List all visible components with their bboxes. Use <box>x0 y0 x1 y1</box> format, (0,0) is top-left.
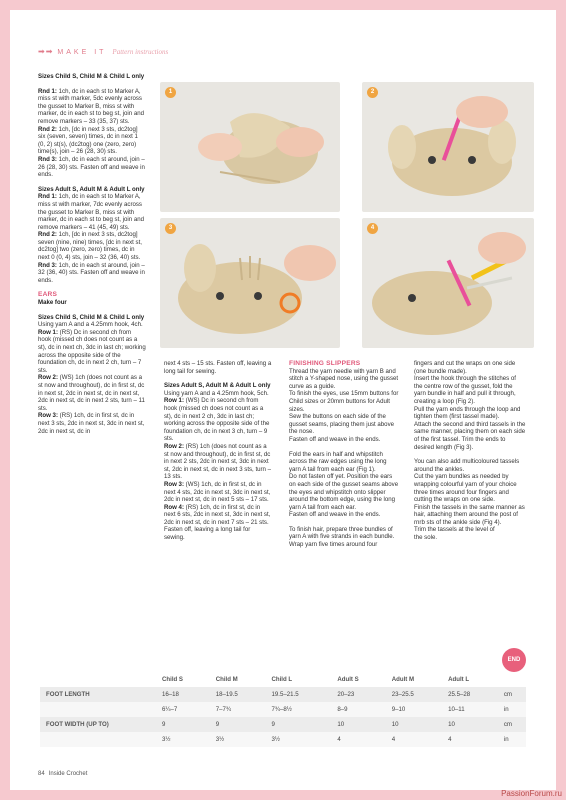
row-label <box>40 732 156 747</box>
paragraph: To finish hair, prepare three bundles of yarn A with five strands in each bundle. <box>289 525 395 541</box>
table-cell: 9 <box>210 717 266 732</box>
round-label: Rnd 1: <box>38 193 57 201</box>
column-4 <box>414 360 526 542</box>
row-label: FOOT LENGTH <box>40 687 156 702</box>
table-cell: 16–18 <box>156 687 210 702</box>
table-cell: 10 <box>442 717 498 732</box>
unit-cell: cm <box>498 717 526 732</box>
table-header-cell: Adult L <box>448 676 470 683</box>
table-header-cell: Child M <box>215 676 238 683</box>
row-text: (WS) 1ch, dc in first st, dc in next 4 sts, 2dc in next st, 3dc in next st, 2dc in next st, dc in next 5 sts – 17 sts. <box>164 480 271 504</box>
intro-text: Using yarn A and a 4.25mm hook, 4ch. <box>38 321 143 329</box>
table-cell: 7¾–8½ <box>265 702 331 717</box>
round-label: Rnd 3: <box>38 155 57 163</box>
table-cell: 3½ <box>265 732 331 747</box>
row-text: (RS) 1ch, dc in first st, dc in next 6 sts, 2dc in next st, 3dc in next st, 2dc in next st, dc in next 7 sts – 21 sts. <box>164 503 271 526</box>
paragraph: Fasten off and weave in the ends. <box>289 435 381 443</box>
round-label: Rnd 2: <box>38 231 57 239</box>
section-heading: Sizes Adult S, Adult M & Adult L only <box>164 382 271 390</box>
unit-cell: in <box>498 732 526 747</box>
section-heading: Sizes Child S, Child M & Child L only <box>38 73 145 80</box>
row-text: (RS) Dc in second ch from hook (missed ch does not count as a st), dc in next ch, 3dc in last ch; working across the opposite side of the foundation ch, dc in next 2 ch, turn – 7 sts. <box>38 328 146 374</box>
round-label: Rnd 3: <box>38 261 57 269</box>
table-cell: 4 <box>386 732 442 747</box>
ears-heading: EARS <box>38 291 58 299</box>
paragraph: Wrap yarn five times around four <box>289 541 378 549</box>
round-text: 1ch, dc in each st to Marker A, miss st with marker, 5dc evenly across the gusset to Marker B, miss st with marker, dc in each st to beg st, join and remove markers – 33 (35, 37) sts. <box>38 87 145 125</box>
paragraph: Cut the yarn bundles as needed by wrapping colourful yarn of your choice three times around four fingers and cutting the wraps on one side. <box>414 473 517 504</box>
row-label: Row 3: <box>164 480 184 488</box>
size-table <box>40 672 526 747</box>
paragraph: Fasten off and weave in the ends. <box>289 511 381 519</box>
table-header-cell: Adult M <box>391 676 415 683</box>
column-1 <box>38 73 146 435</box>
figure-number-badge: 1 <box>165 87 176 98</box>
section-heading: Sizes Child S, Child M & Child L only <box>38 313 145 321</box>
figure-3-photo <box>160 218 340 348</box>
row-label: Row 4: <box>164 503 184 511</box>
row-text: (RS) 1ch, dc in first st, dc in next 3 sts, 2dc in next st, 3dc in next st, 2dc in next st, dc in <box>38 412 145 435</box>
round-text: 1ch, dc in each st to Marker A, miss st with marker, 7dc evenly across the gusset to Marker B, miss st with marker, dc in each st to beg st, join and remove markers – 41 (45, 49) sts. <box>38 193 145 231</box>
table-cell: 3½ <box>210 732 266 747</box>
paragraph: Pull the yarn ends through the loop and tighten them (first tassel made). <box>414 405 521 421</box>
column-2 <box>164 360 272 542</box>
header-subtitle: Pattern instructions <box>112 48 169 56</box>
table-cell: 10–11 <box>442 702 498 717</box>
table-cell: 9 <box>265 717 331 732</box>
section-header <box>38 47 168 56</box>
table-header-cell <box>40 672 156 687</box>
table-row <box>40 702 526 717</box>
figure-4-photo <box>362 218 534 348</box>
end-badge: END <box>502 648 526 672</box>
paragraph: fingers and cut the wraps on one side (one bundle made). <box>414 360 516 375</box>
paragraph: Finish the tassels in the same manner as hair, attaching them around the post of rnrb sts of the ankle side (Fig 4). <box>414 503 525 526</box>
paragraph: Do not fasten off yet. Position the ears on each side of the gusset seams above the eyes and whipstitch onto slipper around the bottom edge, using the long yarn A tail from each ear. <box>289 473 399 511</box>
figure-2-photo <box>362 82 534 212</box>
table-cell: 25.5–28 <box>442 687 498 702</box>
row-label: FOOT WIDTH (UP TO) <box>40 717 156 732</box>
arrows-icon: ➡➡ <box>38 47 54 56</box>
paragraph: You can also add multicoloured tassels around the ankles. <box>414 458 520 473</box>
table-cell: 4 <box>331 732 385 747</box>
continued-text: next 4 sts – 15 sts. Fasten off, leaving a long tail for sewing. <box>164 360 272 375</box>
table-header-cell: Child S <box>162 676 183 683</box>
unit-cell: in <box>498 702 526 717</box>
round-label: Rnd 1: <box>38 87 57 95</box>
row-label <box>40 702 156 717</box>
table-cell: 6¼–7 <box>156 702 210 717</box>
row-text: (WS) Dc in second ch from hook (missed ch does not count as a st), dc in next 2 ch, 3dc in last ch; working across the opposite side of the foundation ch, dc in next 3 ch, turn – 9 sts. <box>164 397 270 443</box>
table-cell: 3½ <box>156 732 210 747</box>
end-text: Fasten off, leaving a long tail for sewing. <box>164 526 251 542</box>
round-text: 1ch, [dc in next 3 sts, dc2tog] six (seven, seven) times, dc in next 1 (0, 2) st(s), (dc2tog) one (zero, zero) time(s), join – 26 (28, 30) sts. <box>38 125 138 156</box>
paragraph: Fold the ears in half and whipstitch across the raw edges using the long yarn A tail from each ear (Fig 1). <box>289 450 387 473</box>
table-row <box>40 687 526 702</box>
watermark: PassionForum.ru <box>501 789 562 798</box>
table-cell: 9–10 <box>386 702 442 717</box>
table-cell: 8–9 <box>331 702 385 717</box>
table-header-row <box>40 672 526 687</box>
figure-1-photo <box>160 82 340 212</box>
round-text: 1ch, [dc in next 3 sts, dc2tog] seven (nine, nine) times, [dc in next st, dc2tog] two (zero, zero) times, dc in next 0 (0, 4) sts, join – 32 (36, 40) sts. <box>38 231 142 262</box>
table-cell: 19.5–21.5 <box>265 687 331 702</box>
paragraph: Trim the tassels at the level of the sole. <box>414 526 495 542</box>
table-header-cell: Child L <box>271 676 293 683</box>
section-heading: Sizes Adult S, Adult M & Adult L only <box>38 185 145 193</box>
unit-cell: cm <box>498 687 526 702</box>
table-row <box>40 732 526 747</box>
row-label: Row 2: <box>164 442 184 450</box>
row-text: (RS) 1ch (does not count as a st now and throughout), dc in first st, dc in next 2 sts, 2dc in next st, 3dc in next st, 2dc in next st, dc in next 3 sts, turn – 13 sts. <box>164 442 272 481</box>
page-number: 84 <box>38 771 45 777</box>
row-label: Row 3: <box>38 412 58 420</box>
magazine-page <box>10 10 556 790</box>
page-footer <box>38 771 87 777</box>
make-it-label: MAKE IT <box>57 49 107 56</box>
row-label: Row 2: <box>38 374 58 382</box>
table-cell: 18–19.5 <box>210 687 266 702</box>
table-cell: 20–23 <box>331 687 385 702</box>
table-header-cell <box>498 672 526 687</box>
paragraph: Insert the hook through the stitches of the centre row of the gusset, fold the yarn bundle in half and pull it through, creating a loop (Fig 2). <box>414 375 516 405</box>
paragraph: Sew the buttons on each side of the gusset seams, placing them just above the nose. <box>289 413 395 436</box>
paragraph: Attach the second and third tassels in the same manner, placing them on each side of the first tassel. Trim the ends to desired length (Fig 3). <box>414 420 526 451</box>
table-cell: 23–25.5 <box>386 687 442 702</box>
table-cell: 9 <box>156 717 210 732</box>
finishing-heading: FINISHING SLIPPERS <box>289 360 361 367</box>
magazine-name: Inside Crochet <box>48 771 88 777</box>
paragraph: Thread the yarn needle with yarn B and stitch a Y-shaped nose, using the gusset curve as a guide. <box>289 367 399 390</box>
column-3 <box>289 360 399 549</box>
table-cell: 4 <box>442 732 498 747</box>
round-text: 1ch, dc in each st around, join – 26 (28, 30) sts. Fasten off and weave in ends. <box>38 155 145 179</box>
row-label: Row 1: <box>164 397 184 405</box>
round-label: Rnd 2: <box>38 125 57 133</box>
make-four-label: Make four <box>38 299 67 307</box>
row-label: Row 1: <box>38 328 58 336</box>
table-row <box>40 717 526 732</box>
paragraph: To finish the eyes, use 15mm buttons for Child sizes or 20mm buttons for Adult sizes. <box>289 390 399 413</box>
row-text: (WS) 1ch (does not count as a st now and throughout), dc in first st, dc in next st, 2dc in next st, dc in next st, 2dc in next st, dc in next 2 sts, turn – 11 sts. <box>38 374 145 412</box>
table-header-cell: Adult S <box>337 676 359 683</box>
round-text: 1ch, dc in each st around, join – 32 (36, 40) sts. Fasten off and weave in ends. <box>38 261 145 284</box>
figure-number-badge: 4 <box>367 223 378 234</box>
intro-text: Using yarn A and a 4.25mm hook, 5ch. <box>164 389 269 397</box>
table-cell: 10 <box>331 717 385 732</box>
figure-number-badge: 3 <box>165 223 176 234</box>
table-cell: 10 <box>386 717 442 732</box>
figure-number-badge: 2 <box>367 87 378 98</box>
table-cell: 7–7¾ <box>210 702 266 717</box>
